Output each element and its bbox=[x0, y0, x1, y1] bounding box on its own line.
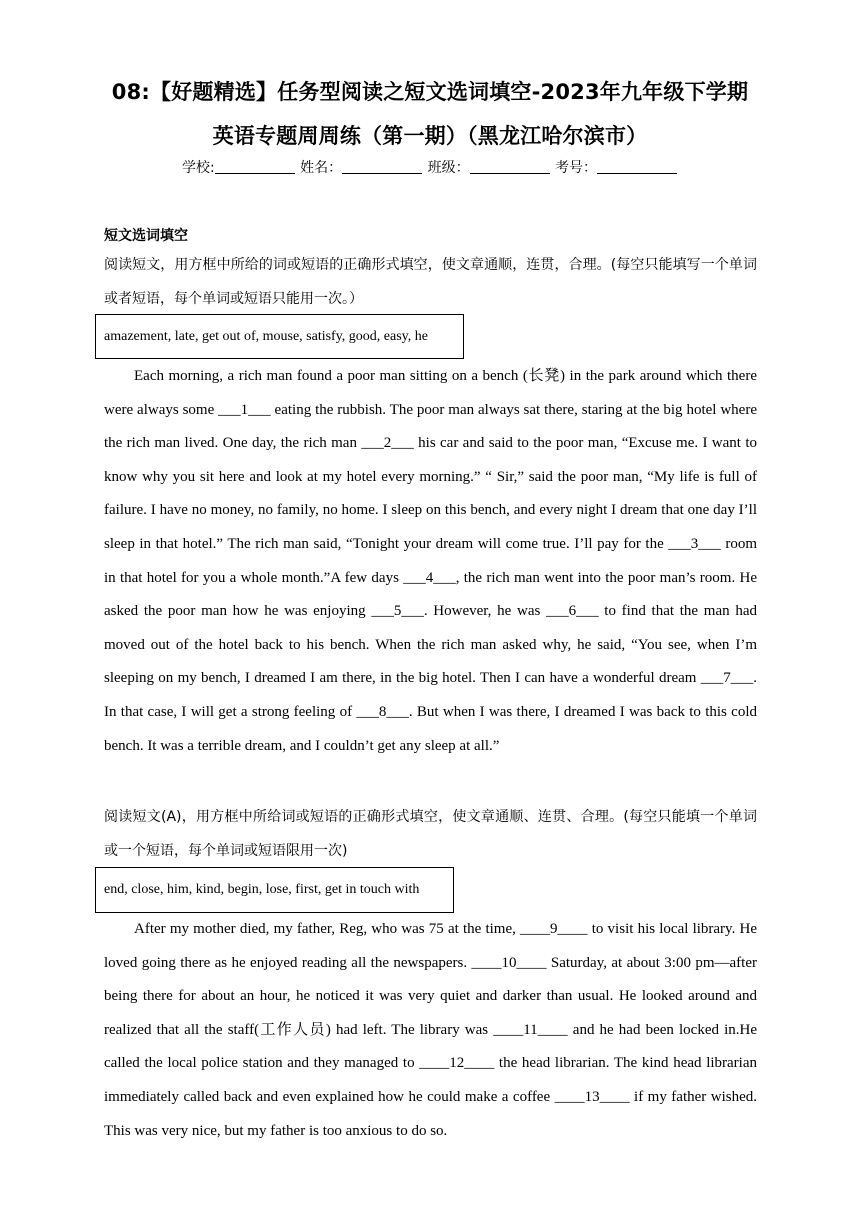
part1-word-bank bbox=[95, 314, 464, 359]
class-blank[interactable] bbox=[470, 159, 550, 174]
part2-passage: After my mother died, my father, Reg, who was 75 at the time, ____9____ to visit his local library. He loved going there as he enjoyed reading all the newspapers. ____10____ Saturday, at about 3:00 pm—after being there for about an hour, he noticed it was very quiet and darker than usual. He looked around and realized that all the staff(工作人员) had left. The library was ____11____ and he had been locked in.He called the local police station and they managed to ____12____ the head librarian. The kind head librarian immediately called back and even explained how he could make a coffee ____13____ if my father wished. This was very nice, but my father is too anxious to do so. bbox=[104, 921, 757, 1139]
document-title-line-1: 08:【好题精选】任务型阅读之短文选词填空-2023年九年级下学期 bbox=[111, 80, 749, 104]
name-blank[interactable] bbox=[342, 159, 422, 174]
part1-passage: Each morning, a rich man found a poor man sitting on a bench (长凳) in the park around which there were always some ___1___ eating the rubbish. The poor man always sat there, staring at the big hotel where the rich man lived. One day, the rich man ___2___ his car and said to the poor man, “Excuse me. I want to know why you sit here and look at my hotel every morning.” “ Sir,” said the poor man, “My life is full of failure. I have no money, no family, no home. I sleep on this bench, and every night I dream that one day I’ll sleep in that hotel.” The rich man said, “Tonight your dream will come true. I’ll pay for the ___3___ room in that hotel for you a whole month.”A few days ___4___, the rich man went into the poor man’s room. He asked the poor man how he was enjoying ___5___. However, he was ___6___ to find that the man had moved out of the hotel back to his bench. When the rich man asked why, he said, “You see, when I’m sleeping on my bench, I dreamed I am there, in the big hotel. Then I can have a wonderful dream ___7___. In that case, I will get a strong feeling of ___8___. But when I was there, I dreamed I was back to this cold bench. It was a terrible dream, and I couldn’t get any sleep at all.” bbox=[104, 368, 757, 754]
exam-number-blank[interactable] bbox=[597, 159, 677, 174]
class-label: 班级： bbox=[427, 160, 470, 176]
document-title-line-2: 英语专题周周练（第一期）（黑龙江哈尔滨市） bbox=[212, 124, 648, 148]
section-title: 短文选词填空 bbox=[104, 228, 188, 244]
student-info-line bbox=[0, 157, 860, 177]
part2-instruction: 阅读短文(A)，用方框中所给词或短语的正确形式填空，使文章通顺、连贯、合理。(每空只能填一个单词或一个短语，每个单词或短语限用一次) bbox=[104, 809, 757, 859]
exam-number-label: 考号： bbox=[555, 160, 598, 176]
part2-word-bank bbox=[95, 867, 454, 913]
school-label: 学校: bbox=[181, 160, 215, 176]
part1-word-bank-text: amazement, late, get out of, mouse, satisfy, good, easy, he bbox=[104, 328, 428, 344]
name-label: 姓名： bbox=[300, 160, 343, 176]
part2-word-bank-text: end, close, him, kind, begin, lose, first, get in touch with bbox=[104, 882, 420, 897]
part1-instruction: 阅读短文，用方框中所给的词或短语的正确形式填空，使文章通顺，连贯，合理。(每空只能填写一个单词或者短语，每个单词或短语只能用一次。） bbox=[104, 257, 757, 307]
school-blank[interactable] bbox=[215, 159, 295, 174]
